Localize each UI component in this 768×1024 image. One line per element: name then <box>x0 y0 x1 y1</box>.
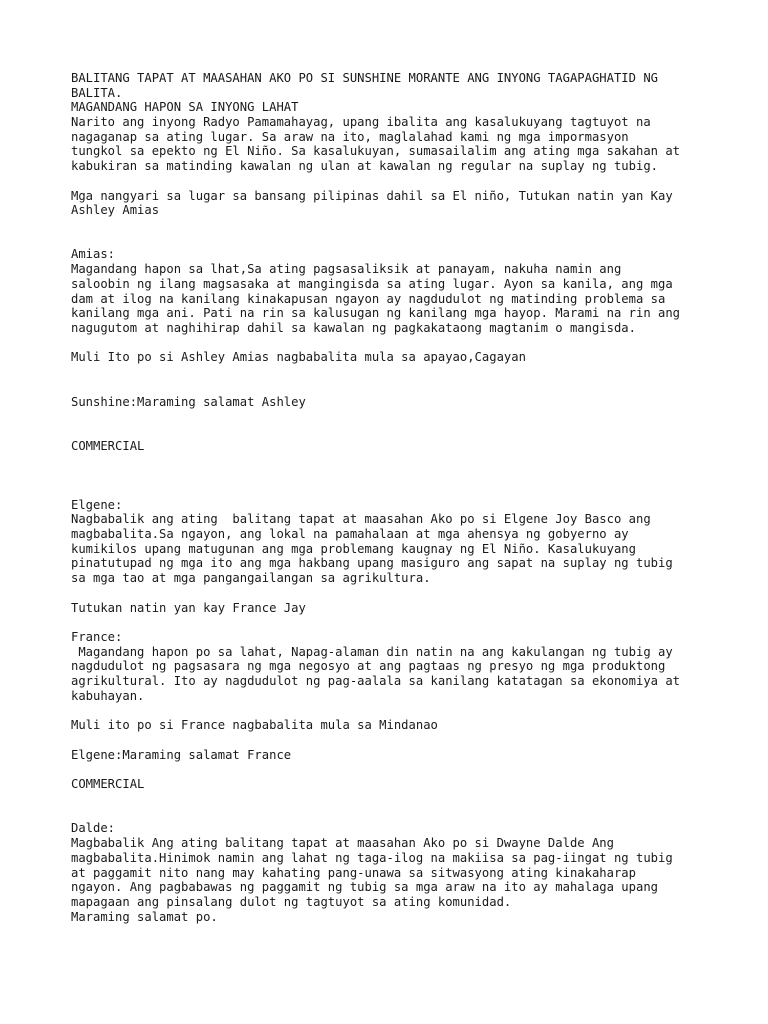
paragraph-spacer <box>71 453 711 497</box>
headline-line: BALITANG TAPAT AT MAASAHAN AKO PO SI SUNSHINE MORANTE ANG INYONG TAGAPAGHATID NG <box>71 71 658 85</box>
report-line: magbabalita.Sa ngayon, ang lokal na pamahalaan at mga ahensya ng gobyerno ay <box>71 527 629 542</box>
handoff-line: Mga nangyari sa lugar sa bansang pilipinas dahil sa El niño, Tutukan natin yan Kay <box>71 188 673 203</box>
report-line: nagdudulot ng pagsasara ng mga negosyo at ang pagtaas ng presyo ng mga produktong <box>71 659 666 674</box>
greeting-line: MAGANDANG HAPON SA INYONG LAHAT <box>71 100 299 115</box>
paragraph-spacer <box>71 218 711 248</box>
france-report <box>71 630 711 703</box>
report-line: Nagbabalik ang ating balitang tapat at maasahan Ako po si Elgene Joy Basco ang <box>71 512 651 527</box>
report-line: kumikilos upang matugunan ang mga problemang kaugnay ng El Niño. Kasalukuyang <box>71 541 636 556</box>
paragraph-spacer <box>71 586 711 601</box>
report-line: agrikultural. Ito ay nagdudulot ng pag-aalala sa kanilang katatagan sa ekonomiya at <box>71 674 681 689</box>
elgene-thanks: Elgene:Maraming salamat France <box>71 747 292 762</box>
paragraph-spacer <box>71 336 711 351</box>
report-line: kanilang mga ani. Pati na rin sa kalusugan ng kanilang mga hayop. Marami na rin ang <box>71 306 681 321</box>
handoff-france: Tutukan natin yan kay France Jay <box>71 600 306 615</box>
closing-line: Maraming salamat po. <box>71 909 218 924</box>
amias-signoff: Muli Ito po si Ashley Amias nagbabalita mula sa apayao,Cagayan <box>71 350 526 365</box>
report-line: pinatutupad ng mga ito ang mga hakbang upang masiguro ang sapat na suplay ng tubig <box>71 556 673 571</box>
speaker-label: France: <box>71 630 123 645</box>
paragraph-spacer <box>71 174 711 189</box>
elgene-report <box>71 498 711 586</box>
handoff-line: Ashley Amias <box>71 203 160 218</box>
handoff-ashley <box>71 189 711 218</box>
headline-line: BALITA. <box>71 85 123 100</box>
intro-text-line: tungkol sa epekto ng El Niño. Sa kasalukuyan, sumasailalim ang ating mga sakahan at <box>71 144 681 159</box>
paragraph-spacer <box>71 704 711 719</box>
intro-text-line: nagaganap sa ating lugar. Sa araw na ito, maglalahad kami ng mga impormasyon <box>71 129 629 144</box>
speaker-label: Amias: <box>71 247 116 262</box>
report-line: nagugutom at naghihirap dahil sa kawalan ng pagkakataong magtanim o mangisda. <box>71 320 636 335</box>
paragraph-spacer <box>71 733 711 748</box>
commercial-break: COMMERCIAL <box>71 438 145 453</box>
report-line: at paggamit nito nang may kahating pang-unawa sa sitwasyong ating kinakaharap <box>71 865 636 880</box>
report-line: dam at ilog na kanilang kinakapusan ngayon ay nagdudulot ng matinding problema sa <box>71 291 666 306</box>
intro-section <box>71 71 711 174</box>
intro-text-line: kabukiran sa matinding kawalan ng ulan at kawalan ng regular na suplay ng tubig. <box>71 159 658 174</box>
report-line: Magandang hapon po sa lahat, Napag-alaman din natin na ang kakulangan ng tubig ay <box>71 644 673 659</box>
paragraph-spacer <box>71 365 711 395</box>
speaker-label: Dalde: <box>71 821 116 836</box>
france-signoff: Muli ito po si France nagbabalita mula sa Mindanao <box>71 718 438 733</box>
paragraph-spacer <box>71 792 711 822</box>
report-line: Magandang hapon sa lhat,Sa ating pagsasaliksik at panayam, nakuha namin ang <box>71 262 622 277</box>
commercial-break: COMMERCIAL <box>71 777 145 792</box>
report-line: magbabalita.Hinimok namin ang lahat ng taga-ilog na makiisa sa pag-iingat ng tubig <box>71 850 673 865</box>
report-line: sa mga tao at mga pangangailangan sa agrikultura. <box>71 571 431 586</box>
report-line: ngayon. Ang pagbabawas ng paggamit ng tubig sa mga araw na ito ay mahalaga upang <box>71 880 658 895</box>
dalde-report <box>71 821 711 924</box>
report-line: saloobin ng ilang magsasaka at mangingisda sa ating lugar. Ayon sa kanila, ang mga <box>71 276 673 291</box>
paragraph-spacer <box>71 409 711 439</box>
speaker-label: Elgene: <box>71 497 123 512</box>
document-body <box>71 71 711 924</box>
paragraph-spacer <box>71 762 711 777</box>
report-line: mapagaan ang pinsalang dulot ng tagtuyot sa ating komunidad. <box>71 894 512 909</box>
intro-text-line: Narito ang inyong Radyo Pamamahayag, upang ibalita ang kasalukuyang tagtuyot na <box>71 115 651 130</box>
paragraph-spacer <box>71 615 711 630</box>
sunshine-thanks: Sunshine:Maraming salamat Ashley <box>71 394 306 409</box>
report-line: kabuhayan. <box>71 688 145 703</box>
amias-report <box>71 247 711 335</box>
report-line: Magbabalik Ang ating balitang tapat at maasahan Ako po si Dwayne Dalde Ang <box>71 836 614 851</box>
